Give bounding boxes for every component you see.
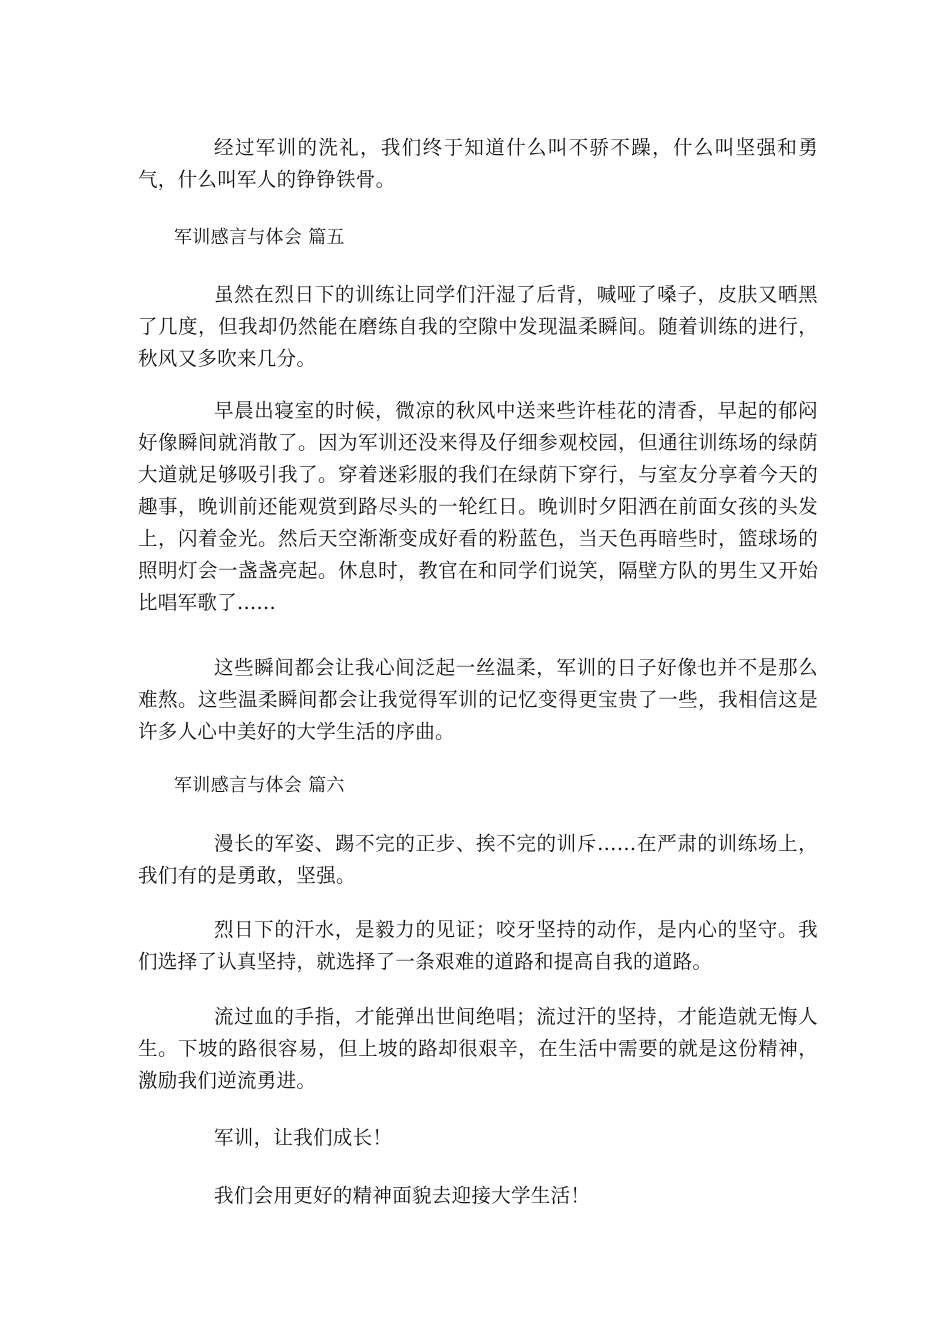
paragraph-military-training-baptism: 经过军训的洗礼，我们终于知道什么叫不骄不躁，什么叫坚强和勇气，什么叫军人的铮铮铁骨。 — [138, 136, 818, 191]
paragraph-bleeding-fingers: 流过血的手指，才能弹出世间绝唱；流过汗的坚持，才能造就无悔人生。下坡的路很容易，但上坡的路却很艰辛，在生活中需要的就是这份精神，激励我们逆流勇进。 — [138, 1005, 818, 1092]
section-heading-part-six: 军训感言与体会 篇六 — [174, 775, 345, 796]
paragraph-sun-training: 虽然在烈日下的训练让同学们汗湿了后背，喊哑了嗓子，皮肤又晒黑了几度，但我却仍然能在磨练自我的空隙中发现温柔瞬间。随着训练的进行，秋风又多吹来几分。 — [138, 283, 818, 370]
paragraph-morning-autumn: 早晨出寝室的时候，微凉的秋风中送来些许桂花的清香，早起的郁闷好像瞬间就消散了。因为军训还没来得及仔细参观校园，但通往训练场的绿荫大道就足够吸引我了。穿着迷彩服的我们在绿荫下穿行，与室友分享着今天的趣事，晚训前还能观赏到路尽头的一轮红日。晚训时夕阳洒在前面女孩的头发上，闪着金光。然后天空渐渐变成好看的粉蓝色，当天色再暗些时，篮球场的照明灯会一盏盏亮起。休息时，教官在和同学们说笑，隔壁方队的男生又开始比唱军歌了...... — [138, 399, 818, 614]
section-heading-part-five: 军训感言与体会 篇五 — [174, 227, 345, 248]
paragraph-gentle-moments: 这些瞬间都会让我心间泛起一丝温柔，军训的日子好像也并不是那么难熬。这些温柔瞬间都会让我觉得军训的记忆变得更宝贵了一些，我相信这是许多人心中美好的大学生活的序曲。 — [138, 656, 818, 743]
paragraph-let-us-grow: 军训，让我们成长！ — [214, 1126, 393, 1149]
paragraph-welcome-college-life: 我们会用更好的精神面貌去迎接大学生活！ — [214, 1184, 591, 1207]
paragraph-sweat-perseverance: 烈日下的汗水，是毅力的见证；咬牙坚持的动作，是内心的坚守。我们选择了认真坚持，就选择了一条艰难的道路和提高自我的道路。 — [138, 918, 818, 973]
paragraph-long-posture: 漫长的军姿、踢不完的正步、挨不完的训斥……在严肃的训练场上，我们有的是勇敢，坚强。 — [138, 832, 818, 887]
